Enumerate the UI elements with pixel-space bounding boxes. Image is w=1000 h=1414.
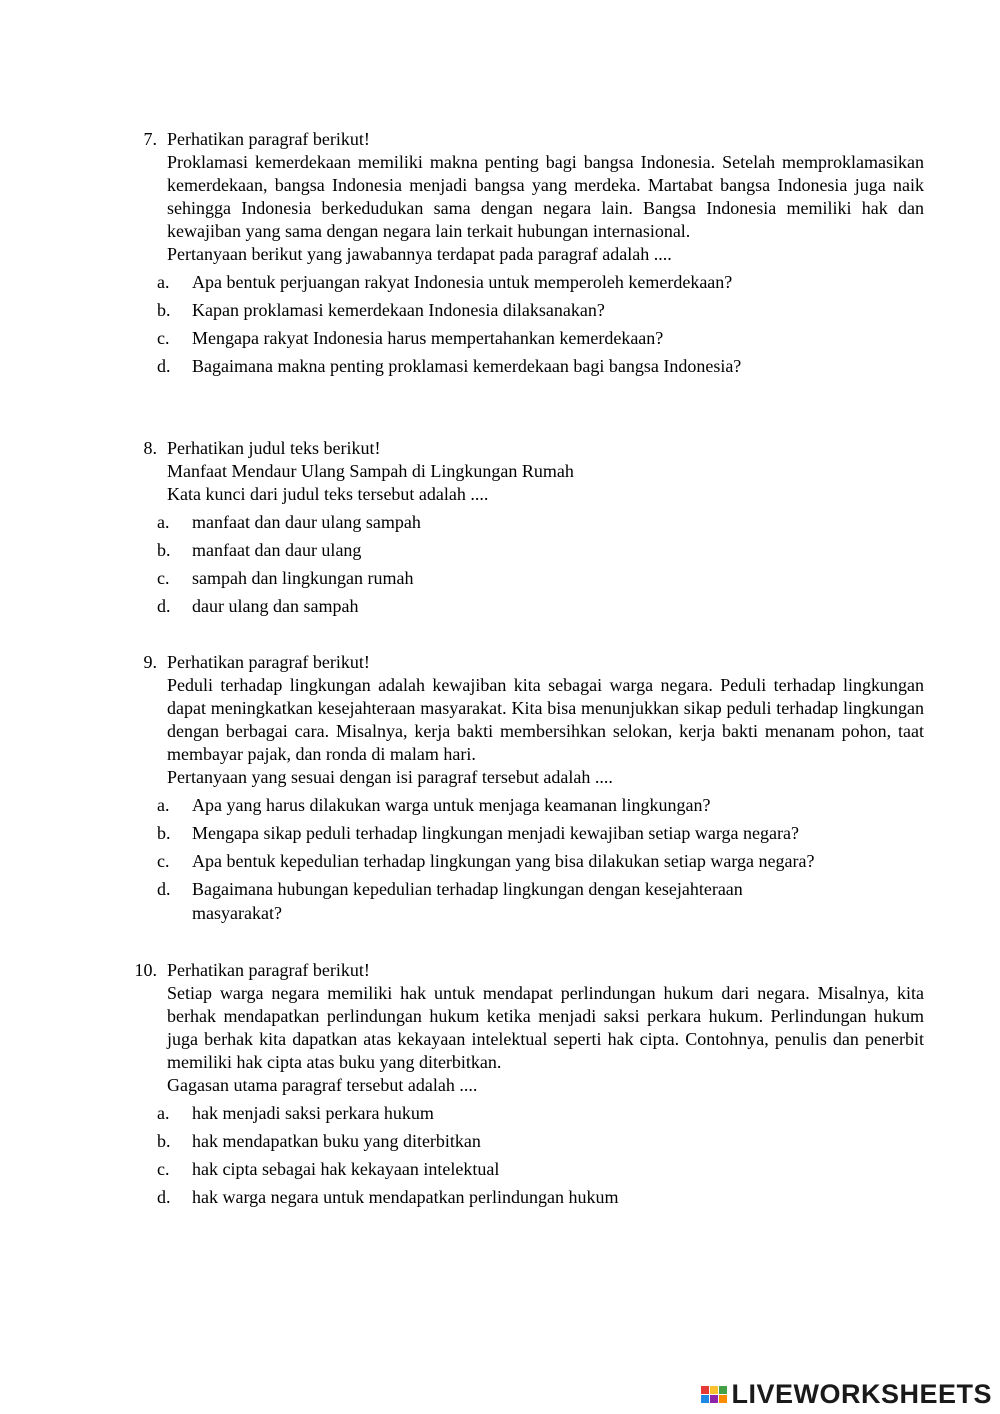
- question-prompt: Pertanyaan yang sesuai dengan isi paragraf tersebut adalah ....: [167, 767, 613, 787]
- logo-block: [710, 1386, 718, 1394]
- liveworksheets-logo[interactable]: [701, 1380, 992, 1408]
- question-paragraph: Proklamasi kemerdekaan memiliki makna penting bagi bangsa Indonesia. Setelah memproklamasikan kemerdekaan, bangsa Indonesia menjadi bangsa yang merdeka. Martabat bangsa Indonesia juga naik sehingga Indonesia berkedudukan sama dengan negara lain. Bangsa Indonesia memiliki hak dan kewajiban yang sama dengan negara lain terkait hubungan internasional.: [167, 152, 924, 241]
- question-title: Perhatikan paragraf berikut!: [167, 960, 370, 980]
- logo-block: [719, 1386, 727, 1394]
- question-7: [110, 128, 924, 382]
- option-c[interactable]: c. hak cipta sebagai hak kekayaan intelektual: [157, 1159, 500, 1179]
- question-prompt: Pertanyaan berikut yang jawabannya terdapat pada paragraf adalah ....: [167, 244, 672, 264]
- logo-text: LIVEWORKSHEETS: [731, 1378, 992, 1409]
- option-b[interactable]: b. hak mendapatkan buku yang diterbitkan: [157, 1131, 481, 1151]
- question-title: Perhatikan judul teks berikut!: [167, 438, 381, 458]
- logo-block: [719, 1395, 727, 1403]
- option-d[interactable]: d. daur ulang dan sampah: [157, 596, 359, 616]
- option-d[interactable]: d. hak warga negara untuk mendapatkan perlindungan hukum: [157, 1187, 619, 1207]
- question-number: 10.: [134, 960, 157, 980]
- logo-block: [710, 1395, 718, 1403]
- option-c[interactable]: c. Mengapa rakyat Indonesia harus mempertahankan kemerdekaan?: [157, 328, 664, 348]
- question-9: [110, 651, 924, 929]
- question-title: Perhatikan paragraf berikut!: [167, 129, 370, 149]
- option-a[interactable]: a. hak menjadi saksi perkara hukum: [157, 1103, 434, 1123]
- option-c[interactable]: c. sampah dan lingkungan rumah: [157, 568, 414, 588]
- option-a[interactable]: a. manfaat dan daur ulang sampah: [157, 512, 421, 532]
- option-b[interactable]: b. Mengapa sikap peduli terhadap lingkungan menjadi kewajiban setiap warga negara?: [157, 823, 799, 843]
- option-a[interactable]: a. Apa yang harus dilakukan warga untuk menjaga keamanan lingkungan?: [157, 795, 711, 815]
- question-paragraph: Peduli terhadap lingkungan adalah kewajiban kita sebagai warga negara. Peduli terhadap lingkungan dapat meningkatkan kesejahteraan masyarakat. Kita bisa menunjukkan sikap peduli terhadap lingkungan dengan berbagai cara. Misalnya, kerja bakti membersihkan selokan, kerja bakti menanam pohon, taat membayar pajak, dan ronda di malam hari.: [167, 675, 924, 764]
- question-prompt: Kata kunci dari judul teks tersebut adalah ....: [167, 484, 489, 504]
- option-a[interactable]: a. Apa bentuk perjuangan rakyat Indonesia untuk memperoleh kemerdekaan?: [157, 272, 733, 292]
- logo-block: [701, 1386, 709, 1394]
- question-10: [110, 959, 924, 1213]
- question-number: 7.: [143, 129, 157, 149]
- text-title: Manfaat Mendaur Ulang Sampah di Lingkungan Rumah: [167, 461, 574, 481]
- option-c[interactable]: c. Apa bentuk kepedulian terhadap lingkungan yang bisa dilakukan setiap warga negara?: [157, 851, 815, 871]
- question-8: [110, 437, 924, 622]
- logo-blocks-icon: [701, 1386, 727, 1403]
- logo-block: [701, 1395, 709, 1403]
- option-b[interactable]: b. manfaat dan daur ulang: [157, 540, 362, 560]
- answer-options: [157, 1101, 924, 1209]
- question-title: Perhatikan paragraf berikut!: [167, 652, 370, 672]
- option-b[interactable]: b. Kapan proklamasi kemerdekaan Indonesia dilaksanakan?: [157, 300, 605, 320]
- answer-options: [157, 270, 924, 378]
- question-number: 8.: [143, 438, 157, 458]
- option-d[interactable]: d. Bagaimana makna penting proklamasi kemerdekaan bagi bangsa Indonesia?: [157, 356, 742, 376]
- question-number: 9.: [143, 652, 157, 672]
- option-d[interactable]: d. Bagaimana hubungan kepedulian terhadap lingkungan dengan kesejahteraan masyarakat?: [157, 879, 743, 923]
- question-paragraph: Setiap warga negara memiliki hak untuk mendapat perlindungan hukum dari negara. Misalnya, kita berhak mendapatkan perlindungan hukum ketika menjadi saksi perkara hukum. Perlindungan hukum juga berhak kita dapatkan atas kekayaan intelektual seperti hak cipta. Contohnya, penulis dan penerbit memiliki hak cipta atas buku yang diterbitkan.: [167, 983, 924, 1072]
- answer-options: [157, 510, 924, 618]
- answer-options: [157, 793, 924, 925]
- question-prompt: Gagasan utama paragraf tersebut adalah ....: [167, 1075, 478, 1095]
